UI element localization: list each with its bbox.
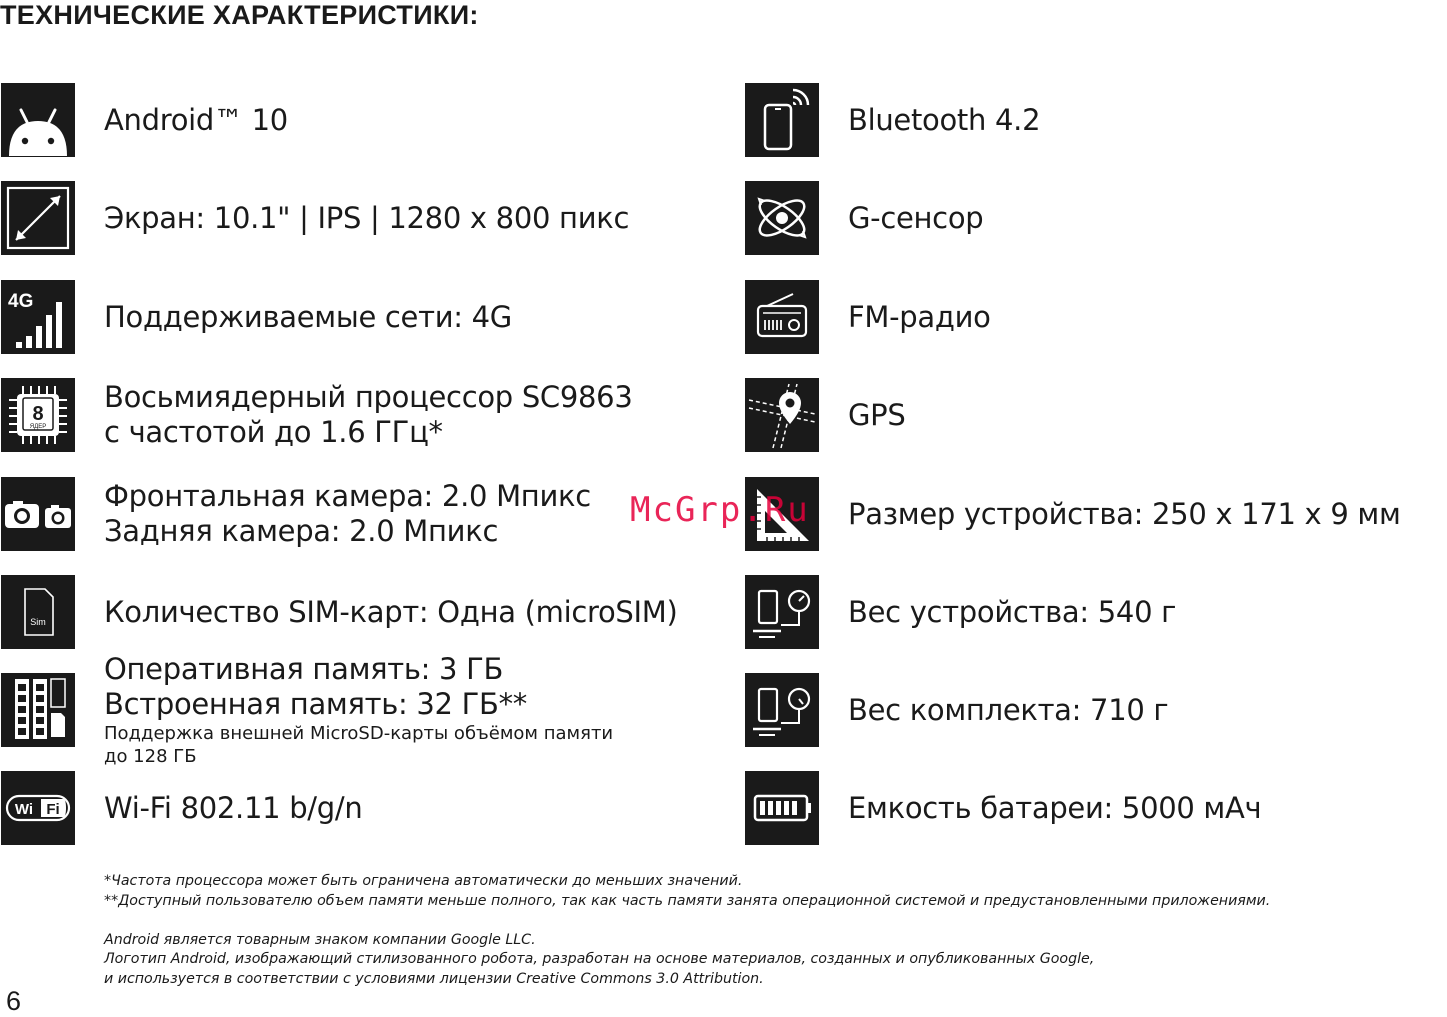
spec-label: с частотой до 1.6 ГГц*: [104, 415, 443, 449]
bluetooth-phone-icon: [745, 83, 819, 157]
spec-row-android: [1, 83, 701, 157]
spec-row-gsensor: [745, 181, 1445, 255]
svg-text:Wi: Wi: [14, 801, 34, 818]
spec-label: Wi-Fi 802.11 b/g/n: [104, 790, 363, 825]
spec-label: Android™ 10: [104, 102, 288, 137]
footnote: и используется в соответствии с условиями лицензии Creative Commons 3.0 Attribution.: [104, 970, 764, 987]
spec-label: Фронтальная камера: 2.0 Мпикс: [104, 479, 591, 513]
spec-row-cpu: [1, 378, 701, 452]
spec-label: Задняя камера: 2.0 Мпикс: [104, 514, 499, 548]
spec-label: Встроенная память: 32 ГБ**: [104, 687, 528, 721]
spec-row-bluetooth: [745, 83, 1445, 157]
spec-row-screen: [1, 181, 701, 255]
spec-row-size: [745, 477, 1445, 551]
spec-label: G-сенсор: [848, 200, 984, 235]
device-weight-icon: [745, 575, 819, 649]
spec-row-radio: [745, 280, 1445, 354]
footnote: Android является товарным знаком компании Google LLC.: [104, 931, 536, 948]
spec-row-memory: [1, 652, 701, 767]
android-icon: [1, 83, 75, 157]
spec-label: Количество SIM-карт: Одна (microSIM): [104, 594, 678, 629]
spec-row-sim: [1, 575, 701, 649]
spec-label: Экран: 10.1" | IPS | 1280 x 800 пикс: [104, 200, 630, 235]
spec-row-gps: [745, 378, 1445, 452]
cpu-icon: [1, 378, 75, 452]
spec-label: Bluetooth 4.2: [848, 102, 1041, 137]
spec-label: Емкость батареи: 5000 мАч: [848, 790, 1262, 825]
cores-badge-sub: ЯДЕР: [29, 424, 47, 430]
footnote: Логотип Android, изображающий стилизованного робота, разработан на основе материалов, созданных и опубликованных Google,: [104, 951, 1095, 967]
spec-label: Размер устройства: 250 x 171 x 9 мм: [848, 496, 1401, 531]
spec-label: FM-радио: [848, 299, 991, 334]
page-title: ТЕХНИЧЕСКИЕ ХАРАКТЕРИСТИКИ:: [0, 0, 479, 30]
camera-icon: [1, 477, 75, 551]
footnotes: [104, 872, 1270, 989]
spec-row-camera: [1, 477, 701, 551]
radio-icon: [745, 280, 819, 354]
spec-row-network: [1, 280, 701, 354]
sim-badge: Sim: [30, 617, 46, 627]
wifi-icon: [1, 771, 75, 845]
spec-row-device-weight: [745, 575, 1445, 649]
memory-icon: [1, 673, 75, 747]
spec-sublabel: до 128 ГБ: [104, 746, 197, 767]
spec-label: GPS: [848, 397, 906, 432]
svg-text:Fi: Fi: [46, 801, 60, 818]
battery-icon: [745, 771, 819, 845]
footnote: *Частота процессора может быть ограничена автоматически до меньших значений.: [104, 873, 743, 889]
spec-label: Поддерживаемые сети: 4G: [104, 299, 512, 334]
spec-sublabel: Поддержка внешней MicroSD-карты объёмом памяти: [104, 723, 614, 744]
watermark: McGrp.Ru: [630, 490, 810, 530]
footnote: **Доступный пользователю объем памяти меньше полного, так как часть памяти занята операционной системой и предустановленными приложениями.: [104, 892, 1271, 909]
spec-label: Восьмиядерный процессор SC9863: [104, 380, 633, 414]
kit-weight-icon: [745, 673, 819, 747]
page-number: 6: [6, 986, 22, 1016]
cores-badge: 8: [32, 403, 44, 425]
4g-signal-icon: [1, 280, 75, 354]
spec-label: Вес комплекта: 710 г: [848, 692, 1169, 727]
g-sensor-icon: [745, 181, 819, 255]
4g-badge: 4G: [8, 291, 34, 312]
spec-label: Вес устройства: 540 г: [848, 594, 1177, 629]
sim-card-icon: [1, 575, 75, 649]
spec-row-battery: [745, 771, 1445, 845]
gps-icon: [745, 378, 819, 452]
spec-row-kit-weight: [745, 673, 1445, 747]
spec-label: Оперативная память: 3 ГБ: [104, 652, 504, 686]
screen-diagonal-icon: [1, 181, 75, 255]
footnote-spacer: [104, 911, 1270, 931]
spec-row-wifi: [1, 771, 701, 845]
